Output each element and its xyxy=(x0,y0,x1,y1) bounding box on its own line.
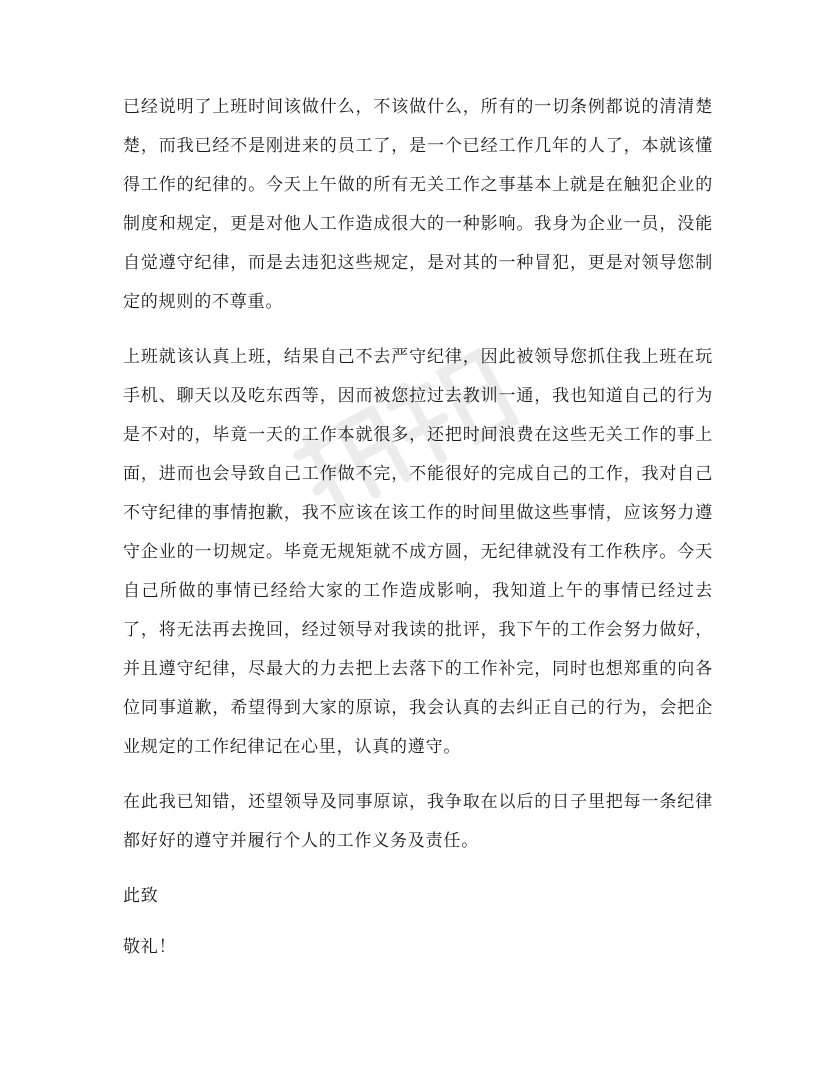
paragraph-3: 在此我已知错，还望领导及同事原谅，我争取在以后的日子里把每一条纪律都好好的遵守并履行个人的工作义务及责任。 xyxy=(123,792,713,851)
paragraph-2: 上班就该认真上班，结果自己不去严守纪律，因此被领导您抓住我上班在玩手机、聊天以及吃东西等，因而被您拉过去教训一通，我也知道自己的行为是不对的，毕竟一天的工作本就很多，还把时间浪费在这些无关工作的事上面，进而也会导致自己工作做不完，不能很好的完成自己的工作，我对自己不守纪律的事情抱歉，我不应该在该工作的时间里做这些事情，应该努力遵守企业的一切规定。毕竟无规矩就不成方圆，无纪律就没有工作秩序。今天自己所做的事情已经给大家的工作造成影响，我知道上午的事情已经过去了，将无法再去挽回，经过领导对我读的批评，我下午的工作会努力做好，并且遵守纪律，尽最大的力去把上去落下的工作补完，同时也想郑重的向各位同事道歉，希望得到大家的原谅，我会认真的去纠正自己的行为，会把企业规定的工作纪律记在心里，认真的遵守。 xyxy=(123,347,713,757)
paragraph-1: 已经说明了上班时间该做什么，不该做什么，所有的一切条例都说的清清楚楚，而我已经不是刚进来的员工了，是一个已经工作几年的人了，本就该懂得工作的纪律的。今天上午做的所有无关工作之事基本上就是在触犯企业的制度和规定，更是对他人工作造成很大的一种影响。我身为企业一员，没能自觉遵守纪律，而是去违犯这些规定，是对其的一种冒犯，更是对领导您制定的规则的不尊重。 xyxy=(123,97,713,312)
letter-body xyxy=(123,88,713,979)
salutation-line: 敬礼！ xyxy=(123,937,177,957)
closing-line: 此致 xyxy=(123,886,159,906)
